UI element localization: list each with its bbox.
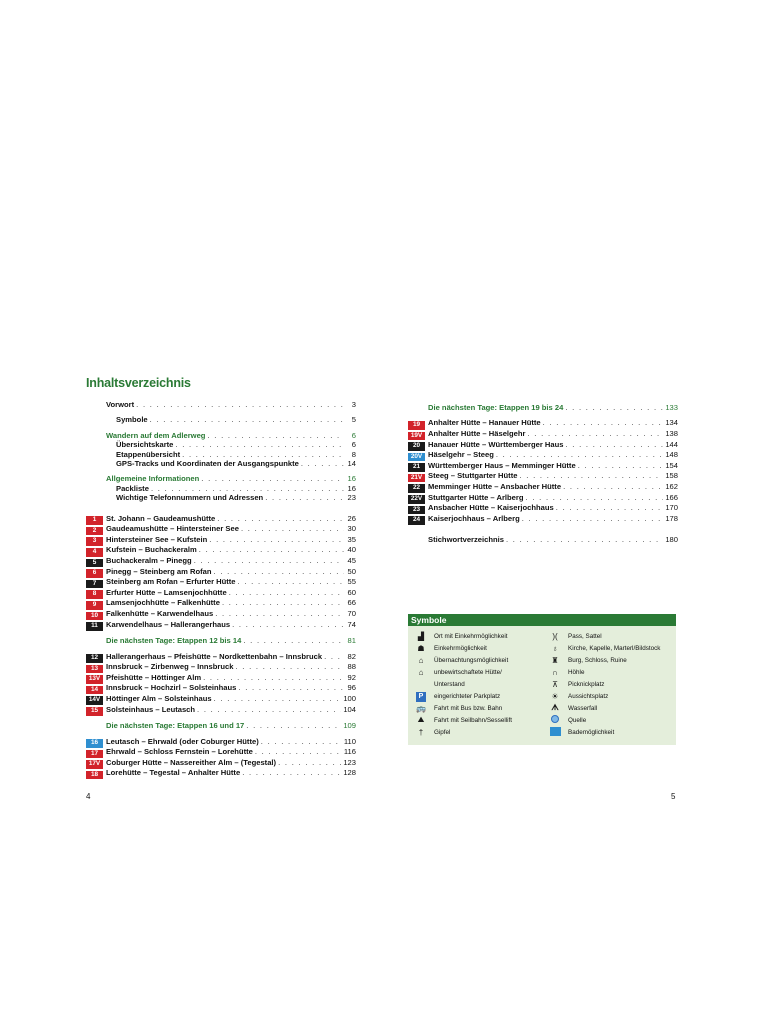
stage-entry[interactable] xyxy=(86,768,356,779)
stage-label: Leutasch – Ehrwald (oder Coburger Hütte) xyxy=(106,736,259,746)
stage-page: 60 xyxy=(347,587,356,597)
leader-dots xyxy=(207,431,344,440)
leader-dots xyxy=(182,450,344,459)
phase-heading[interactable] xyxy=(86,721,356,730)
leader-dots xyxy=(563,482,663,491)
leader-dots xyxy=(565,440,663,449)
stage-label: Ansbacher Hütte – Kaiserjochhaus xyxy=(428,503,554,513)
symbol-label: Wasserfall xyxy=(568,704,598,712)
stage-label: Erfurter Hütte – Lamsenjochhütte xyxy=(106,587,227,597)
symbols-right-column xyxy=(542,630,676,738)
stage-page: 144 xyxy=(665,439,678,449)
stage-page: 50 xyxy=(347,566,356,576)
stage-label: Ehrwald – Schloss Fernstein – Lorehütte xyxy=(106,747,253,757)
symbol-label: Picknickplatz xyxy=(568,680,605,688)
stage-number-badge: 20 xyxy=(408,442,425,451)
page-number-left: 4 xyxy=(86,792,91,801)
symbol-label: Übernachtungsmöglichkeit xyxy=(434,656,509,664)
symbol-label: Fahrt mit Bus bzw. Bahn xyxy=(434,704,503,712)
hut-icon: ☗ xyxy=(417,643,425,653)
stage-entry[interactable] xyxy=(86,598,356,609)
stage-label: Hallerangerhaus – Pfeishütte – Nordkettenbahn – Innsbruck xyxy=(106,651,323,661)
stage-number-badge: 3 xyxy=(86,537,103,546)
toc-label: Packliste xyxy=(116,483,149,493)
symbols-left-column xyxy=(408,630,542,738)
stage-number-badge: 6 xyxy=(86,569,103,578)
stage-number-badge: 21V xyxy=(408,474,425,483)
parking-box: P xyxy=(416,692,426,702)
stage-number-badge: 23 xyxy=(408,506,425,515)
stage-label: Lamsenjochhütte – Falkenhütte xyxy=(106,598,220,608)
toc-entry[interactable] xyxy=(86,415,356,424)
viewpoint-icon: ☀ xyxy=(551,691,559,701)
leader-dots xyxy=(243,636,344,645)
leader-dots xyxy=(265,493,344,502)
stage-entry[interactable] xyxy=(408,482,678,493)
symbol-row xyxy=(408,630,542,642)
symbol-row xyxy=(542,714,676,726)
symbol-label: Bademöglichkeit xyxy=(568,728,615,736)
stage-page: 55 xyxy=(347,577,356,587)
stage-label: Anhalter Hütte – Hanauer Hütte xyxy=(428,418,541,428)
leader-dots xyxy=(238,577,344,586)
stage-label: Innsbruck – Hochzirl – Solsteinhaus xyxy=(106,683,237,693)
stage-page: 70 xyxy=(347,609,356,618)
symbol-row xyxy=(542,726,676,738)
stage-page: 74 xyxy=(347,619,356,629)
phase-label: Die nächsten Tage: Etappen 19 bis 24 xyxy=(428,403,564,412)
stage-entry[interactable] xyxy=(86,694,356,705)
stage-page: 110 xyxy=(343,736,356,746)
town-icon: ▟ xyxy=(417,631,425,641)
symbol-row xyxy=(542,690,676,702)
stage-entry[interactable] xyxy=(408,418,678,429)
toc-page: 23 xyxy=(347,493,356,503)
stage-number-badge: 13 xyxy=(86,665,103,674)
page-title: Inhaltsverzeichnis xyxy=(86,376,191,390)
stage-page: 138 xyxy=(665,429,678,438)
stage-label: Pfeishütte – Höttinger Alm xyxy=(106,672,202,682)
cable-car-icon: ⛰ xyxy=(417,715,425,724)
stage-number-badge: 5 xyxy=(86,559,103,568)
stage-number-badge: 24 xyxy=(408,516,425,525)
stage-page: 148 xyxy=(665,450,678,460)
stage-number-badge: 16 xyxy=(86,739,103,748)
phase-label: Die nächsten Tage: Etappen 16 und 17 xyxy=(106,721,245,731)
toc-entry[interactable] xyxy=(86,493,356,502)
stage-label: Buchackeralm – Pinegg xyxy=(106,556,192,566)
toc-label: Übersichtskarte xyxy=(116,440,174,450)
symbol-label: Höhle xyxy=(568,668,585,676)
toc-label: Vorwort xyxy=(106,400,135,409)
stage-number-badge: 19 xyxy=(408,421,425,430)
stage-page: 45 xyxy=(347,556,356,566)
spring-dot xyxy=(551,715,559,723)
leader-dots xyxy=(222,598,344,607)
stage-list xyxy=(86,514,356,779)
symbol-label: Einkehrmöglichkeit xyxy=(434,644,487,652)
stage-number-badge: 14V xyxy=(86,696,103,705)
stage-label: Steinberg am Rofan – Erfurter Hütte xyxy=(106,577,236,587)
stage-number-badge: 22 xyxy=(408,484,425,493)
stage-entry[interactable] xyxy=(86,588,356,599)
stage-number-badge: 13V xyxy=(86,675,103,684)
stage-label: Häselgehr – Steeg xyxy=(428,450,494,460)
symbol-row xyxy=(408,690,542,702)
symbol-row xyxy=(542,642,676,654)
stage-page: 100 xyxy=(343,693,356,703)
leader-dots xyxy=(199,545,344,554)
stage-label: Kaiserjochhaus – Arlberg xyxy=(428,513,520,523)
stage-page: 66 xyxy=(347,598,356,608)
phase-page: 133 xyxy=(665,403,678,412)
symbol-label: Kirche, Kapelle, Marterl/Bildstock xyxy=(568,644,661,652)
bathing-icon xyxy=(542,727,568,738)
stage-page: 40 xyxy=(347,545,356,555)
toc-entry[interactable] xyxy=(86,484,356,493)
leader-dots xyxy=(150,415,344,424)
stage-page: 123 xyxy=(343,757,356,767)
stage-page: 92 xyxy=(347,672,356,682)
stage-label: Falkenhütte – Karwendelhaus xyxy=(106,609,214,618)
symbol-row xyxy=(408,666,542,678)
leader-dots xyxy=(278,758,341,767)
leader-dots xyxy=(217,514,344,523)
leader-dots xyxy=(519,471,663,480)
leader-dots xyxy=(301,459,344,468)
stage-label: Höttinger Alm – Solsteinhaus xyxy=(106,693,212,703)
stage-page: 178 xyxy=(665,513,678,523)
leader-dots xyxy=(324,652,344,661)
index-page: 180 xyxy=(665,535,678,545)
stage-page: 128 xyxy=(343,768,356,778)
stage-entry[interactable] xyxy=(86,609,356,620)
pass-icon: )( xyxy=(552,631,558,641)
symbol-label: Fahrt mit Seilbahn/Sessellift xyxy=(434,716,513,724)
stage-label: Steeg – Stuttgarter Hütte xyxy=(428,471,518,481)
stage-entry[interactable] xyxy=(408,450,678,461)
stage-page: 116 xyxy=(343,747,356,757)
stage-entry[interactable] xyxy=(86,683,356,694)
leader-dots xyxy=(194,556,344,565)
stage-entry[interactable] xyxy=(86,567,356,578)
waterfall-icon: ᗑ xyxy=(551,703,559,712)
picnic-icon: ⊼ xyxy=(552,679,558,689)
stage-entry[interactable] xyxy=(86,577,356,588)
toc-entry[interactable] xyxy=(86,450,356,459)
stage-entry[interactable] xyxy=(86,524,356,535)
stage-page: 134 xyxy=(665,418,678,428)
leader-dots xyxy=(246,721,341,730)
stage-number-badge: 11 xyxy=(86,622,103,631)
symbol-label: Pass, Sattel xyxy=(568,632,602,640)
stage-entry[interactable] xyxy=(86,747,356,758)
leader-dots xyxy=(215,609,344,618)
stage-number-badge: 21 xyxy=(408,463,425,472)
stage-page: 158 xyxy=(665,471,678,481)
symbol-label: Aussichtsplatz xyxy=(568,692,609,700)
toc-page: 14 xyxy=(347,459,356,469)
stage-number-badge: 8 xyxy=(86,590,103,599)
toc-label: Etappenübersicht xyxy=(116,449,181,459)
stage-label: Gaudeamushütte – Hintersteiner See xyxy=(106,524,239,534)
stage-label: St. Johann – Gaudeamushütte xyxy=(106,513,216,523)
unstaffed-hut-icon: ⌂ xyxy=(418,667,424,677)
leader-dots xyxy=(151,484,344,493)
stage-page: 82 xyxy=(347,651,356,661)
leader-dots xyxy=(175,440,344,449)
stage-number-badge: 4 xyxy=(86,548,103,557)
toc-page: 6 xyxy=(351,440,356,450)
stage-label: Solsteinhaus – Leutasch xyxy=(106,704,196,714)
summit-icon: † xyxy=(418,727,424,737)
stage-page: 104 xyxy=(343,704,356,714)
symbols-title: Symbole xyxy=(408,614,676,626)
toc-page: 5 xyxy=(351,415,356,425)
leader-dots xyxy=(506,535,663,544)
toc-entry[interactable] xyxy=(86,474,356,483)
toc-page: 8 xyxy=(351,449,356,459)
stage-label: Anhalter Hütte – Häselgehr xyxy=(428,429,526,438)
stage-page: 166 xyxy=(665,492,678,502)
bus-icon: 🚌 xyxy=(416,703,426,713)
castle-icon: ♜ xyxy=(551,655,559,665)
spring-icon xyxy=(542,715,568,725)
symbol-row xyxy=(542,654,676,666)
leader-dots xyxy=(565,403,663,412)
stage-label: Coburger Hütte – Nassereither Alm – (Tegestal) xyxy=(106,757,277,767)
stage-entry[interactable] xyxy=(408,493,678,504)
stage-entry[interactable] xyxy=(408,503,678,514)
stage-entry[interactable] xyxy=(408,514,678,525)
stage-page: 162 xyxy=(665,481,678,491)
leader-dots xyxy=(214,567,345,576)
leader-dots xyxy=(522,514,664,523)
leader-dots xyxy=(241,524,344,533)
right-page xyxy=(408,397,678,545)
symbol-row xyxy=(542,666,676,678)
stage-number-badge: 2 xyxy=(86,527,103,536)
leader-dots xyxy=(136,400,344,409)
stage-number-badge: 20V xyxy=(408,453,425,462)
stage-entry[interactable] xyxy=(86,514,356,525)
leader-dots xyxy=(543,418,664,427)
stage-page: 170 xyxy=(665,503,678,513)
toc-label: Wichtige Telefonnummern und Adressen xyxy=(116,493,264,503)
index-entry[interactable] xyxy=(408,535,678,544)
stage-entry[interactable] xyxy=(408,440,678,451)
stage-label: Hanauer Hütte – Württemberger Haus xyxy=(428,439,564,449)
stage-number-badge: 1 xyxy=(86,516,103,525)
stage-entry[interactable] xyxy=(86,535,356,546)
phase-heading[interactable] xyxy=(86,636,356,645)
page-number-right: 5 xyxy=(671,792,676,801)
leader-dots xyxy=(232,620,344,629)
stage-entry[interactable] xyxy=(86,545,356,556)
symbols-box xyxy=(408,614,676,745)
stage-number-badge: 19V xyxy=(408,432,425,441)
phase-page: 109 xyxy=(343,721,356,731)
symbol-row xyxy=(408,714,542,726)
stage-number-badge: 17 xyxy=(86,750,103,759)
stage-number-badge: 7 xyxy=(86,580,103,589)
stage-list xyxy=(408,397,678,524)
toc-label: GPS-Tracks und Koordinaten der Ausgangspunkte xyxy=(116,459,299,469)
symbol-label: Unterstand xyxy=(434,680,465,688)
stage-page: 88 xyxy=(347,662,356,672)
stage-entry[interactable] xyxy=(86,673,356,684)
leader-dots xyxy=(203,673,344,682)
leader-dots xyxy=(526,493,664,502)
symbol-row xyxy=(408,654,542,666)
water-box xyxy=(550,727,561,736)
stage-entry[interactable] xyxy=(86,737,356,748)
stage-label: Stuttgarter Hütte – Arlberg xyxy=(428,492,524,502)
symbol-row xyxy=(408,726,542,738)
toc-entry[interactable] xyxy=(86,459,356,468)
leader-dots xyxy=(235,662,344,671)
stage-number-badge: 12 xyxy=(86,654,103,663)
toc-page: 16 xyxy=(347,483,356,493)
toc-label: Wandern auf dem Adlerweg xyxy=(106,430,206,440)
symbol-label: unbewirtschaftete Hütte/ xyxy=(434,668,502,676)
phase-page: 81 xyxy=(347,636,356,646)
symbol-label: Burg, Schloss, Ruine xyxy=(568,656,627,664)
parking-icon xyxy=(408,691,434,702)
symbol-label: Quelle xyxy=(568,716,587,724)
symbol-row xyxy=(542,630,676,642)
stage-label: Kufstein – Buchackeralm xyxy=(106,545,197,555)
phase-heading[interactable] xyxy=(408,403,678,412)
stage-entry[interactable] xyxy=(86,662,356,673)
leader-dots xyxy=(214,694,342,703)
stage-label: Innsbruck – Zirbenweg – Innsbruck xyxy=(106,662,234,672)
symbol-row xyxy=(408,642,542,654)
leader-dots xyxy=(496,450,663,459)
leader-dots xyxy=(261,737,342,746)
stage-page: 154 xyxy=(665,460,678,470)
leader-dots xyxy=(255,747,342,756)
leader-dots xyxy=(209,535,344,544)
stage-number-badge: 15 xyxy=(86,707,103,716)
stage-entry[interactable] xyxy=(86,620,356,631)
leader-dots xyxy=(197,705,341,714)
leader-dots xyxy=(242,768,341,777)
stage-label: Hintersteiner See – Kufstein xyxy=(106,534,208,544)
stage-entry[interactable] xyxy=(86,652,356,663)
stage-label: Pinegg – Steinberg am Rofan xyxy=(106,566,212,576)
stage-page: 30 xyxy=(347,524,356,534)
stage-number-badge: 17V xyxy=(86,760,103,769)
toc-label: Symbole xyxy=(116,415,148,425)
stage-number-badge: 18 xyxy=(86,771,103,780)
leader-dots xyxy=(578,461,664,470)
toc-entry[interactable] xyxy=(86,440,356,449)
cave-icon: ∩ xyxy=(552,667,558,677)
stage-page: 26 xyxy=(347,513,356,523)
toc-entry[interactable] xyxy=(86,431,356,440)
stage-number-badge: 9 xyxy=(86,601,103,610)
stage-entry[interactable] xyxy=(408,471,678,482)
intro-list xyxy=(86,400,356,503)
stage-entry[interactable] xyxy=(86,705,356,716)
symbol-label: Ort mit Einkehrmöglichkeit xyxy=(434,632,508,640)
lodging-icon: ⌂ xyxy=(418,655,424,665)
stage-label: Lorehütte – Tegestal – Anhalter Hütte xyxy=(106,768,241,778)
leader-dots xyxy=(556,503,664,512)
toc-page: 6 xyxy=(351,430,356,440)
symbol-row xyxy=(542,678,676,690)
stage-label: Württemberger Haus – Memminger Hütte xyxy=(428,460,576,470)
symbol-label: eingerichteter Parkplatz xyxy=(434,692,501,700)
leader-dots xyxy=(229,588,344,597)
leader-dots xyxy=(238,683,344,692)
stage-entry[interactable] xyxy=(86,556,356,567)
stage-entry[interactable] xyxy=(86,758,356,769)
church-icon: ♁ xyxy=(552,643,558,653)
stage-label: Memminger Hütte – Ansbacher Hütte xyxy=(428,481,562,491)
stage-page: 35 xyxy=(347,534,356,544)
stage-label: Karwendelhaus – Hallerangerhaus xyxy=(106,619,231,629)
leader-dots xyxy=(201,474,344,483)
toc-page: 16 xyxy=(347,474,356,484)
toc-page: 3 xyxy=(351,400,356,409)
stage-entry[interactable] xyxy=(408,461,678,472)
toc-entry[interactable] xyxy=(86,400,356,409)
stage-page: 96 xyxy=(347,683,356,693)
toc-label: Allgemeine Informationen xyxy=(106,474,200,484)
stage-number-badge: 10 xyxy=(86,612,103,621)
stage-entry[interactable] xyxy=(408,429,678,440)
symbol-row xyxy=(408,678,542,690)
phase-label: Die nächsten Tage: Etappen 12 bis 14 xyxy=(106,636,242,646)
index-label: Stichwortverzeichnis xyxy=(428,535,504,545)
symbol-label: Gipfel xyxy=(434,728,451,736)
symbol-row xyxy=(542,702,676,714)
stage-number-badge: 22V xyxy=(408,495,425,504)
stage-number-badge: 14 xyxy=(86,686,103,695)
left-page xyxy=(86,376,356,779)
symbol-row xyxy=(408,702,542,714)
leader-dots xyxy=(527,429,663,438)
